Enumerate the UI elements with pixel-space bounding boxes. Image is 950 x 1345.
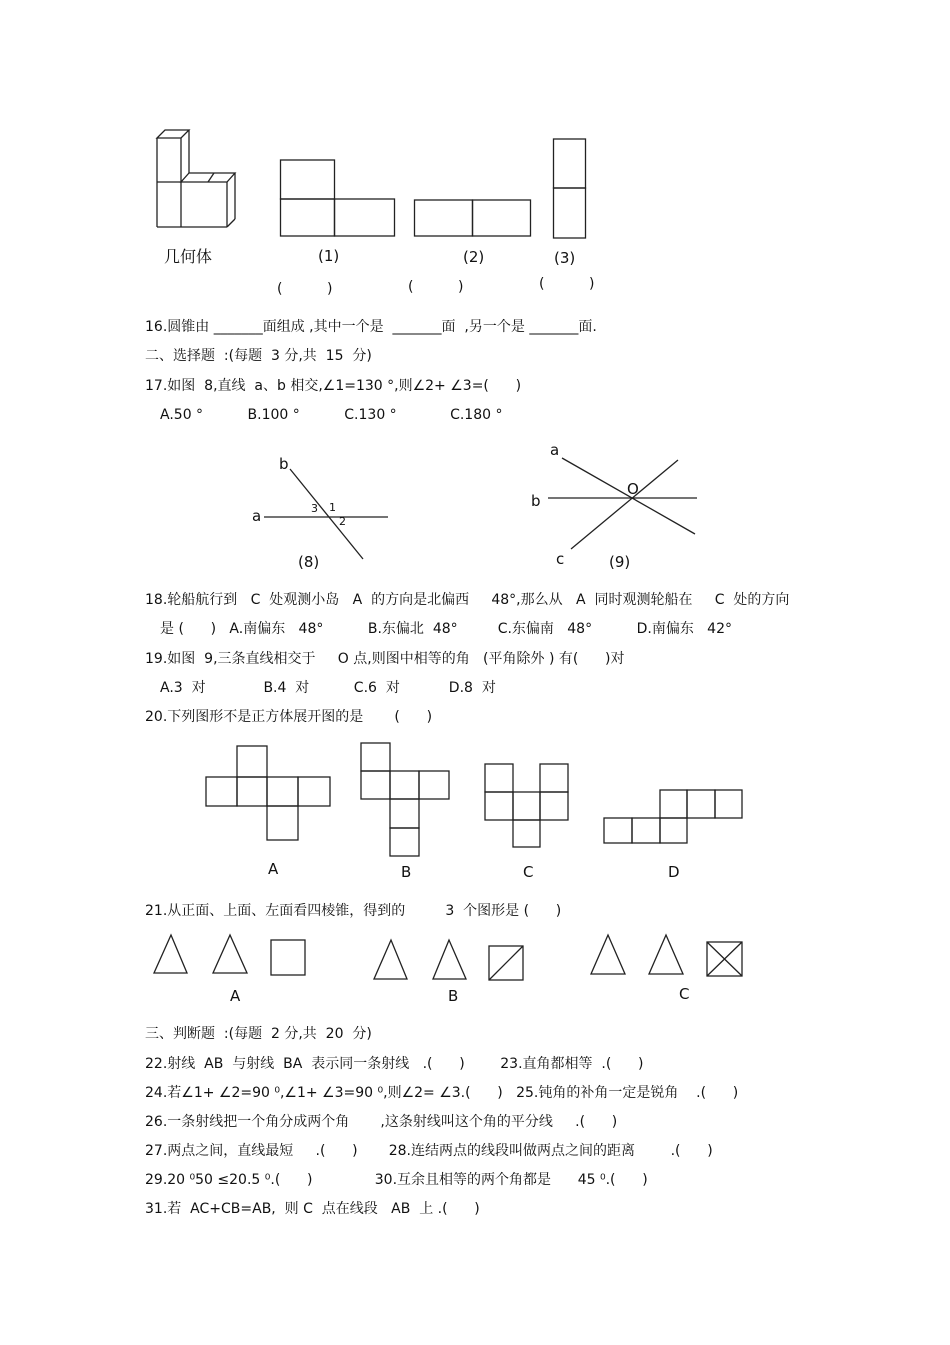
- figure-8-intersecting-lines: [250, 455, 395, 570]
- question-19-stem: 19.如图 9,三条直线相交于 O 点,则图中相等的角 (平角除外 ) 有( )对: [145, 651, 625, 667]
- net-option-c: [484, 762, 572, 850]
- view-1-label: (1): [318, 247, 340, 265]
- net-option-b: [360, 741, 452, 859]
- question-19-options: A.3 对 B.4 对 C.6 对 D.8 对: [160, 680, 496, 696]
- question-18-line-1: 18.轮船航行到 C 处观测小岛 A 的方向是北偏西 48°,那么从 A 同时观测轮船在 C 处的方向: [145, 592, 790, 608]
- judge-line-4: 27.两点之间，直线最短 .( ) 28.连结两点的线段叫做两点之间的距离 .( ): [145, 1143, 713, 1159]
- figure-9-three-lines: [540, 450, 705, 555]
- net-d-label: D: [668, 863, 680, 881]
- question-17-stem: 17.如图 8,直线 a、b 相交,∠1=130 °,则∠2+ ∠3=( ): [145, 378, 522, 394]
- net-b-label: B: [401, 863, 412, 881]
- question-20-stem: 20.下列图形不是正方体展开图的是 ( ): [145, 709, 433, 725]
- fig9-label-o: O: [627, 480, 639, 498]
- answer-blank-3: ( ): [539, 276, 595, 292]
- judge-line-1: 22.射线 AB 与射线 BA 表示同一条射线 .( ) 23.直角都相等 .( ): [145, 1056, 644, 1072]
- net-option-a: [205, 744, 333, 844]
- question-17-options: A.50 ° B.100 ° C.130 ° C.180 °: [160, 407, 503, 423]
- views-a-label: A: [230, 987, 241, 1005]
- judge-line-2: 24.若∠1+ ∠2=90 ⁰,∠1+ ∠3=90 ⁰,则∠2= ∠3.( ) 25.钝角的补角一定是锐角 .( ): [145, 1085, 739, 1101]
- view-2-figure: [414, 198, 532, 238]
- net-a-label: A: [268, 860, 279, 878]
- judge-line-3: 26.一条射线把一个角分成两个角 ,这条射线叫这个角的平分线 .( ): [145, 1114, 618, 1130]
- fig9-caption: (9): [609, 553, 631, 571]
- fig9-label-c: c: [556, 550, 565, 568]
- fig8-label-b: b: [279, 455, 289, 473]
- section-3-heading: 三、判断题 :(每题 2 分,共 20 分): [145, 1026, 372, 1042]
- solid-label: 几何体: [164, 247, 213, 266]
- views-option-a: [150, 930, 310, 978]
- question-18-line-2: 是 ( ) A.南偏东 48° B.东偏北 48° C.东偏南 48° D.南偏东 42°: [160, 621, 732, 637]
- view-2-label: (2): [463, 248, 485, 266]
- judge-line-6: 31.若 AC+CB=AB, 则 C 点在线段 AB 上 .( ): [145, 1201, 480, 1217]
- l-shaped-solid-figure: [150, 125, 245, 235]
- fig8-label-a: a: [252, 507, 262, 525]
- question-16: 16.圆锥由 _______面组成 ,其中一个是 _______面 ,另一个是 _______面.: [145, 319, 597, 335]
- judge-line-5: 29.20 ⁰50 ≤20.5 ⁰.( ) 30.互余且相等的两个角都是 45 ⁰.( ): [145, 1172, 648, 1188]
- question-21-stem: 21.从正面、上面、左面看四棱锥，得到的 3 个图形是 ( ): [145, 903, 562, 919]
- fig8-angle-1: 1: [329, 501, 336, 514]
- view-3-label: (3): [554, 249, 576, 267]
- views-c-label: C: [679, 985, 690, 1003]
- views-option-c: [588, 930, 748, 980]
- fig9-label-a: a: [550, 441, 560, 459]
- net-option-d: [603, 788, 745, 846]
- views-option-b: [370, 934, 530, 984]
- fig8-angle-3: 3: [311, 502, 318, 515]
- view-1-figure: [280, 158, 396, 238]
- fig8-angle-2: 2: [339, 515, 346, 528]
- section-2-heading: 二、选择题 :(每题 3 分,共 15 分): [145, 348, 372, 364]
- views-b-label: B: [448, 987, 459, 1005]
- answer-blank-2: ( ): [408, 279, 464, 295]
- view-3-figure: [552, 138, 588, 240]
- fig8-caption: (8): [298, 553, 320, 571]
- fig9-label-b: b: [531, 492, 541, 510]
- answer-blank-1: ( ): [277, 281, 333, 297]
- net-c-label: C: [523, 863, 534, 881]
